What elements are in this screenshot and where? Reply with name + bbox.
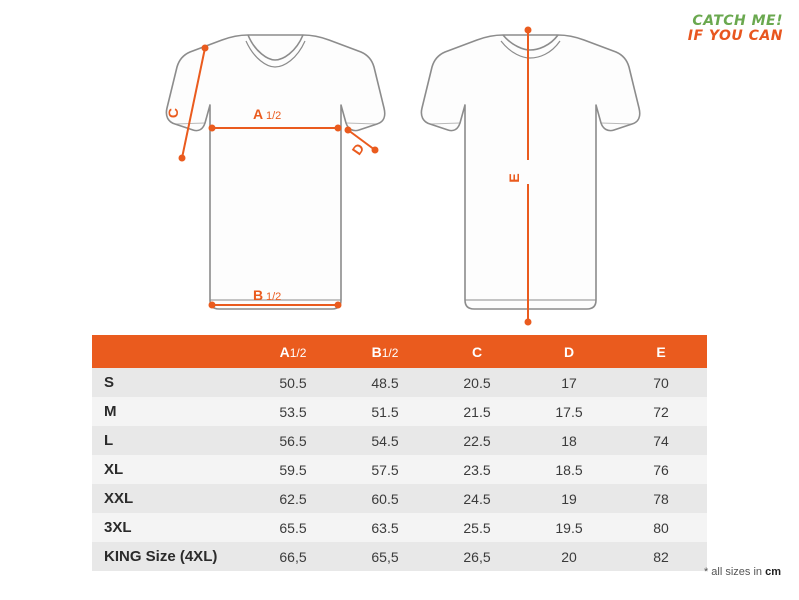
dimension-b-fraction: 1/2 [266,291,282,303]
cell-a: 65.5 [247,513,339,542]
col-header-d-label: D [563,343,575,360]
cell-size: S [92,368,247,397]
cell-e: 82 [615,542,707,571]
cell-size: XL [92,455,247,484]
cell-d: 19 [523,484,615,513]
cell-e: 76 [615,455,707,484]
col-header-c-label: C [471,343,483,360]
cell-c: 20.5 [431,368,523,397]
cell-size: M [92,397,247,426]
table-row [92,542,707,571]
size-table-container [92,335,707,571]
cell-b: 65,5 [339,542,431,571]
brand-line-1: CATCH ME! [692,13,783,29]
units-footnote [704,566,781,578]
cell-c: 24.5 [431,484,523,513]
cell-d: 18 [523,426,615,455]
cell-b: 57.5 [339,455,431,484]
cell-c: 26,5 [431,542,523,571]
col-header-b-fraction: 1/2 [381,345,399,360]
cell-c: 23.5 [431,455,523,484]
cell-c: 21.5 [431,397,523,426]
cell-size: XXL [92,484,247,513]
cell-d: 19.5 [523,513,615,542]
cell-size: KING Size (4XL) [92,542,247,571]
cell-b: 51.5 [339,397,431,426]
brand-line-2: IF YOU CAN [687,27,783,44]
units-footnote-text: * all sizes in [703,566,766,578]
cell-e: 80 [615,513,707,542]
col-header-d [523,335,615,368]
col-header-a-label: A [279,343,290,360]
table-row [92,426,707,455]
dimension-a-label: A [253,106,264,122]
table-row [92,513,707,542]
col-header-e-label: E [656,343,666,360]
cell-d: 18.5 [523,455,615,484]
dimension-a-fraction: 1/2 [266,110,282,122]
cell-c: 22.5 [431,426,523,455]
cell-b: 54.5 [339,426,431,455]
table-row [92,455,707,484]
col-header-a-fraction: 1/2 [289,345,307,360]
cell-d: 20 [523,542,615,571]
table-row [92,484,707,513]
cell-d: 17.5 [523,397,615,426]
col-header-c [431,335,523,368]
cell-a: 59.5 [247,455,339,484]
cell-a: 66,5 [247,542,339,571]
cell-d: 17 [523,368,615,397]
size-table [92,335,707,571]
table-row [92,397,707,426]
col-header-e [615,335,707,368]
dimension-e-label: E [506,173,522,183]
dimension-c-label: C [165,107,181,119]
cell-e: 72 [615,397,707,426]
cell-e: 74 [615,426,707,455]
cell-a: 62.5 [247,484,339,513]
cell-b: 60.5 [339,484,431,513]
dimension-d-label: D [348,140,368,158]
cell-size: 3XL [92,513,247,542]
col-header-a [247,335,339,368]
cell-e: 70 [615,368,707,397]
cell-e: 78 [615,484,707,513]
col-header-b-label: B [371,343,382,360]
dimension-b-label: B [253,287,264,303]
cell-b: 63.5 [339,513,431,542]
table-header-row [92,335,707,368]
col-header-size [92,335,247,368]
cell-a: 50.5 [247,368,339,397]
cell-a: 53.5 [247,397,339,426]
cell-b: 48.5 [339,368,431,397]
cell-a: 56.5 [247,426,339,455]
dimension-d [345,127,379,158]
col-header-b [339,335,431,368]
table-row [92,368,707,397]
cell-c: 25.5 [431,513,523,542]
cell-size: L [92,426,247,455]
units-footnote-unit: cm [765,566,781,578]
